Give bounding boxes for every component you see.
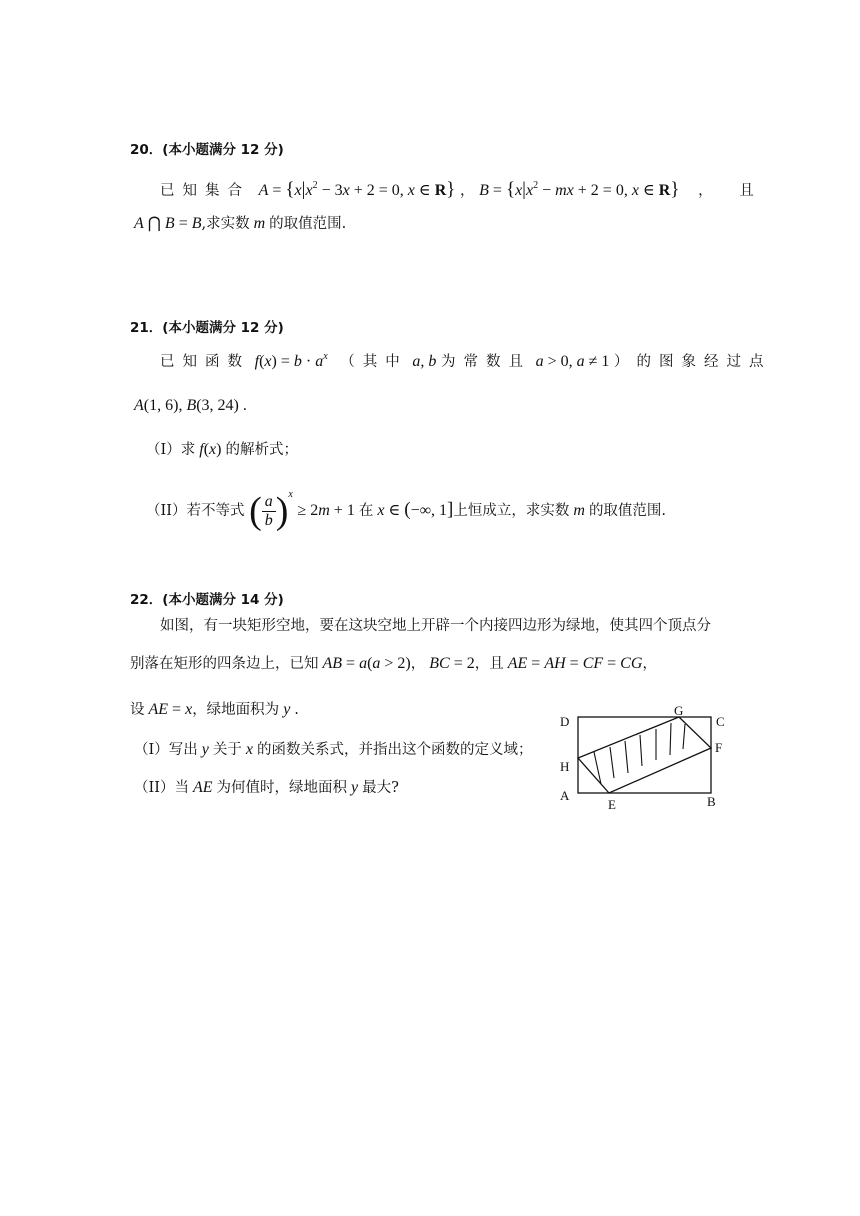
var-ae: AE	[188, 779, 217, 796]
var-x: x	[241, 741, 257, 758]
q20-header: 20．(本小题满分 12 分)	[130, 142, 284, 158]
q22-line3-text2: ，绿地面积为	[192, 702, 280, 718]
q20-text3: 的取值范围.	[269, 216, 347, 232]
q22-part1	[134, 740, 532, 760]
q22-part1-text1: 关于	[212, 742, 242, 758]
ae-formula: AE = x	[148, 701, 193, 718]
q21-part1-label: （I）求	[146, 442, 196, 458]
q22-line1: 如图，有一块矩形空地，要在这块空地上开辟一个内接四边形为绿地，使其四个顶点分	[160, 618, 711, 634]
q21-part1	[146, 440, 298, 460]
var-m: m	[249, 215, 270, 232]
q21-part2-label: （II）若不等式	[146, 503, 245, 519]
q20-comma: ，	[460, 183, 475, 199]
q21-part2: （II）若不等式 ( $\frac{a}{b}$ )$^x$ ≥ 2m + 1 在 x ∈ (−∞, 1]上恒成立，求实数 m 的取值范围.	[146, 489, 667, 532]
rectangle-figure	[552, 700, 742, 815]
label-c: C	[716, 714, 725, 729]
q21-header: 21．(本小题满分 12 分)	[130, 320, 284, 336]
condition-formula: a > 0, a ≠ 1	[535, 353, 610, 370]
var-ab: a, b	[412, 353, 437, 370]
label-g: G	[674, 703, 684, 718]
q21-part2-text1: 在	[358, 503, 374, 519]
q21-text3: 为常数且	[440, 354, 531, 370]
q22-part1-text2: 的函数关系式，并指出这个函数的定义域；	[256, 742, 533, 758]
q20-text2: ,求实数	[201, 216, 250, 232]
label-a: A	[560, 788, 570, 803]
q22-line2-text2: ，且	[474, 656, 504, 672]
label-h: H	[560, 759, 570, 774]
intersection-formula: A ⋂ B = B	[134, 215, 202, 232]
label-e: E	[608, 797, 616, 812]
q20-line2	[134, 214, 346, 234]
bc-formula: BC = 2	[429, 655, 475, 672]
q21-text2: （其中	[340, 354, 408, 370]
label-b: B	[707, 794, 716, 809]
q22-comma2: ，	[642, 656, 657, 672]
q21-text4: ）的图象经过点	[614, 354, 772, 370]
var-y3: y	[347, 779, 363, 796]
q22-line2	[130, 654, 657, 674]
q22-line3-text1: 设	[130, 702, 145, 718]
q20-text: 已知集合	[160, 183, 250, 199]
q22-part2-text2: 最大?	[362, 780, 399, 796]
interval-formula: x ∈ (−∞, 1]	[377, 499, 454, 520]
label-d: D	[560, 714, 570, 729]
q22-part2-label: （II）当	[134, 780, 189, 796]
label-f: F	[715, 740, 723, 755]
equal-lengths-formula: AE = AH = CF = CG	[507, 655, 643, 672]
q22-period: .	[294, 702, 299, 718]
fraction-a-over-b: $\frac{a}{b}$	[262, 493, 276, 530]
q21-text1: 已知函数	[160, 354, 250, 370]
set-a-formula: $A = \{x|x^2 - 3x + 2 = 0$, x ∈ R}	[258, 179, 456, 200]
ab-formula: AB = a(a > 2)	[322, 655, 411, 672]
hatch-lines	[594, 723, 685, 784]
q20-line1	[160, 180, 754, 201]
function-formula: $f(x) = b \cdot a^x$	[254, 351, 328, 370]
q20-and: 且	[739, 183, 754, 199]
var-y2: y	[197, 741, 213, 758]
inequality-formula: ≥ 2m + 1	[297, 502, 359, 519]
q22-part2-text1: 为何值时，绿地面积	[216, 780, 348, 796]
inscribed-quadrilateral	[578, 717, 711, 793]
q22-line3	[130, 700, 299, 720]
q21-line1	[160, 352, 772, 372]
q22-comma1: ，	[410, 656, 426, 672]
q22-part2	[134, 778, 399, 798]
q22-part1-label: （I）写出	[134, 742, 198, 758]
fx-formula: f(x)	[199, 441, 226, 458]
points-formula: A(1, 6), B(3, 24) .	[134, 397, 247, 414]
q22-line2-text1: 别落在矩形的四条边上，已知	[130, 656, 319, 672]
q21-part2-text2: 上恒成立，求实数	[453, 503, 570, 519]
var-m2: m	[569, 502, 589, 519]
q21-part1-text: 的解析式；	[225, 442, 298, 458]
var-y: y	[279, 701, 295, 718]
q21-part2-text3: 的取值范围.	[588, 503, 667, 519]
q20-comma2: ，	[698, 183, 713, 199]
set-b-formula: $B = \{x|x^2$ − mx + 2 = 0, x ∈ R}	[479, 179, 680, 200]
q22-header: 22．(本小题满分 14 分)	[130, 592, 284, 608]
